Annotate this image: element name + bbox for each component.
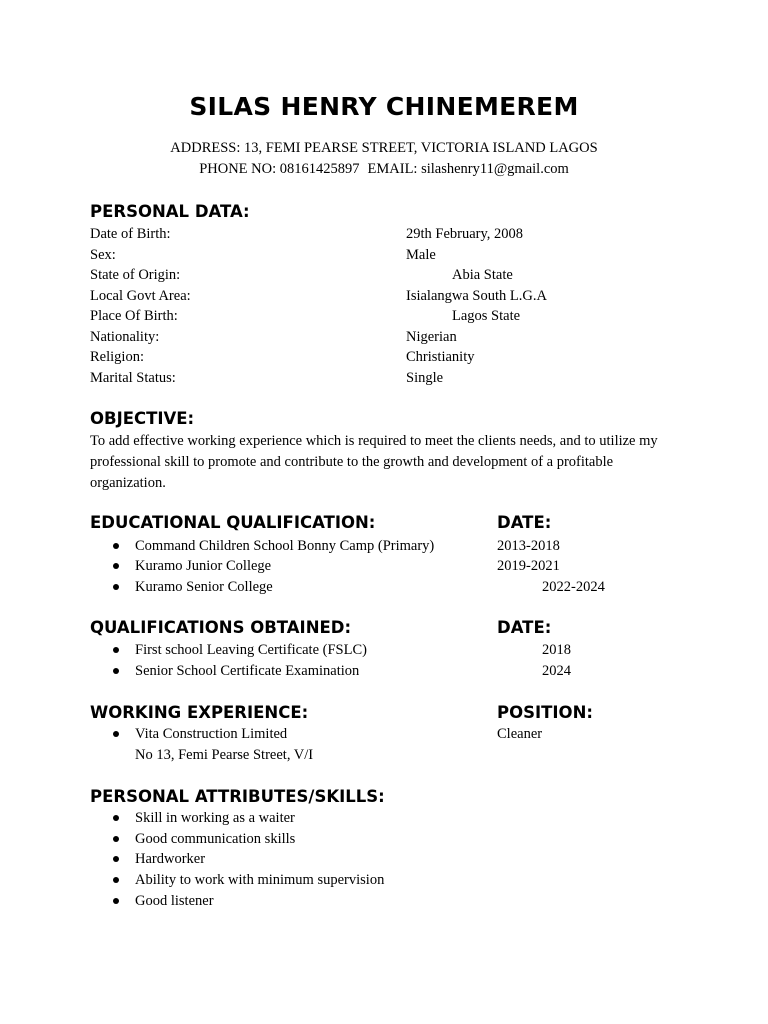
dob-value: 29th February, 2008 xyxy=(406,226,524,242)
qualification-item-name: First school Leaving Certificate (FSLC) xyxy=(135,642,367,658)
skills-heading: PERSONAL ATTRIBUTES/SKILLS: xyxy=(90,787,385,806)
objective-text: To add effective working experience which is required to meet the clients needs, and to utilize my professional skill to promote and contribute to the growth and development of a profitable organization. xyxy=(90,433,658,491)
place-of-birth-label: Place Of Birth: xyxy=(90,308,178,324)
education-item-date: 2019-2021 xyxy=(497,558,560,574)
education-item-school: Kuramo Senior College xyxy=(135,579,273,595)
bullet-icon xyxy=(113,584,119,590)
position-heading: POSITION: xyxy=(497,703,593,722)
place-of-birth-value: Lagos State xyxy=(452,308,521,324)
state-of-origin-value: Abia State xyxy=(452,267,513,283)
phone-number: PHONE NO: 08161425897 xyxy=(199,161,360,177)
lga-value: Isialangwa South L.G.A xyxy=(406,288,547,304)
qualification-item-date: 2018 xyxy=(542,642,571,658)
skill-item: Ability to work with minimum supervision xyxy=(135,872,385,888)
bullet-icon xyxy=(113,877,119,883)
email-address: EMAIL: silashenry11@gmail.com xyxy=(367,161,569,177)
bullet-icon xyxy=(113,836,119,842)
lga-label: Local Govt Area: xyxy=(90,288,191,304)
religion-label: Religion: xyxy=(90,349,144,365)
sex-label: Sex: xyxy=(90,247,116,263)
bullet-icon xyxy=(113,856,119,862)
experience-address: No 13, Femi Pearse Street, V/I xyxy=(135,747,314,763)
experience-company: Vita Construction Limited xyxy=(135,726,288,742)
bullet-icon xyxy=(113,647,119,653)
experience-position: Cleaner xyxy=(497,726,543,742)
qualification-item-date: 2024 xyxy=(542,663,571,679)
nationality-label: Nationality: xyxy=(90,329,160,345)
bullet-icon xyxy=(113,731,119,737)
education-date-heading: DATE: xyxy=(497,513,552,532)
skill-item: Good listener xyxy=(135,893,214,909)
contact-line xyxy=(0,161,768,178)
education-item-school: Kuramo Junior College xyxy=(135,558,272,574)
skill-item: Hardworker xyxy=(135,851,206,867)
education-heading: EDUCATIONAL QUALIFICATION: xyxy=(90,513,376,532)
state-of-origin-label: State of Origin: xyxy=(90,267,181,283)
nationality-value: Nigerian xyxy=(406,329,457,345)
education-item-date: 2013-2018 xyxy=(497,538,560,554)
marital-status-value: Single xyxy=(406,370,444,386)
dob-label: Date of Birth: xyxy=(90,226,171,242)
education-item-date: 2022-2024 xyxy=(542,579,605,595)
education-item-school: Command Children School Bonny Camp (Primary) xyxy=(135,538,435,554)
bullet-icon xyxy=(113,898,119,904)
bullet-icon xyxy=(113,543,119,549)
skill-item: Good communication skills xyxy=(135,831,296,847)
qualifications-heading: QUALIFICATIONS OBTAINED: xyxy=(90,618,352,637)
address-line: ADDRESS: 13, FEMI PEARSE STREET, VICTORIA ISLAND LAGOS xyxy=(170,140,598,156)
bullet-icon xyxy=(113,668,119,674)
marital-status-label: Marital Status: xyxy=(90,370,176,386)
bullet-icon xyxy=(113,563,119,569)
sex-value: Male xyxy=(406,247,436,263)
bullet-icon xyxy=(113,815,119,821)
personal-data-heading: PERSONAL DATA: xyxy=(90,202,250,221)
qualification-item-name: Senior School Certificate Examination xyxy=(135,663,360,679)
applicant-name: SILAS HENRY CHINEMEREM xyxy=(189,92,579,121)
skill-item: Skill in working as a waiter xyxy=(135,810,295,826)
objective-heading: OBJECTIVE: xyxy=(90,409,195,428)
qualifications-date-heading: DATE: xyxy=(497,618,552,637)
experience-heading: WORKING EXPERIENCE: xyxy=(90,703,309,722)
religion-value: Christianity xyxy=(406,349,475,365)
